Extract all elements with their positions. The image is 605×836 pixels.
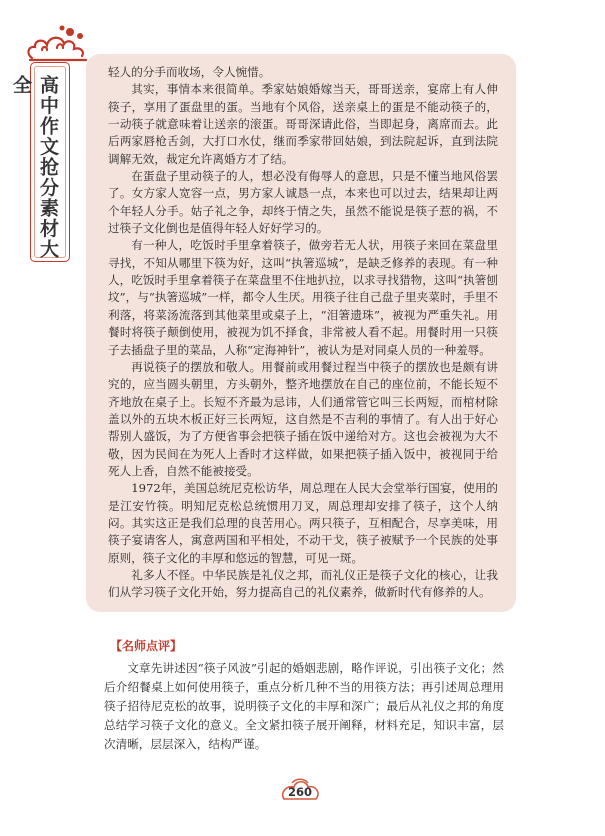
side-banner <box>10 62 70 262</box>
teacher-commentary <box>104 637 504 754</box>
article-paragraph: 轻人的分手而收场，令人惋惜。 <box>108 65 271 79</box>
article-paragraph: 在蛋盘子里动筷子的人，想必没有侮辱人的意思，只是不懂当地风俗罢了。女方家人宽容一点，男方家人诚恳一点，本来也可以过去，结果却让两个年轻人分手。姑子礼之争，却终于情之失，虽然不能说是筷子惹的祸，不过筷子文化倒也是值得年轻人好好学习的。 <box>108 169 498 236</box>
commentary-text: 文章先讲述因“筷子风波”引起的婚姻悲剧，略作评说，引出筷子文化；然后介绍餐桌上如何使用筷子，重点分析几种不当的用筷方法；再引述周总理用筷子招待尼克松的故事，说明筷子文化的丰厚和深广；最后从礼仪之邦的角度总结学习筷子文化的意义。全文紧扣筷子展开阐释，材料充足，知识丰富，层次清晰，层层深入，结构严谨。 <box>104 661 504 751</box>
article-body <box>108 64 498 602</box>
article-paragraph: 1972年，美国总统尼克松访华，周总理在人民大会堂举行国宴，使用的是江安竹筷。明知尼克松总统惯用刀叉，周总理却安排了筷子，这个人纳闷。其实这正是我们总理的良苦用心。两只筷子，互相配合，尽享美味，用筷子宴请客人，寓意两国和平相处，不动干戈，筷子被赋予一个民族的处事原则，筷子文化的丰厚和悠远的智慧，可见一斑。 <box>108 481 498 565</box>
commentary-label: 【名师点评】 <box>110 639 183 653</box>
page-number-badge <box>278 777 322 807</box>
article-paragraph: 再说筷子的摆放和敬人。用餐前或用餐过程当中筷子的摆放也是颇有讲究的，应当圆头朝里，方头朝外，整齐地摆放在自己的座位前，不能长短不齐地放在桌子上。长短不齐最为忌讳，人们通常管它叫三长两短，而棺材除盖以外的五块木板正好三长两短，这自然是不吉利的事情了。有人出于好心帮别人盛饭，为了方便省事会把筷子插在饭中递给对方。这也会被视为大不敬，因为民间在为死人上香时才这样做，如果把筷子插入饭中，被视同于给死人上香，自然不能被接受。 <box>108 359 498 478</box>
article-paragraph: 礼多人不怪。中华民族是礼仪之邦，而礼仪正是筷子文化的核心，让我们从学习筷子文化开始，努力提高自己的礼仪素养，做新时代有修养的人。 <box>108 567 498 600</box>
article-paragraph: 其实，事情本来很简单。季家姑娘婚嫁当天，哥哥送亲，宴席上有人伸筷子，享用了蛋盘里的蛋。当地有个风俗，送亲桌上的蛋是不能动筷子的，一动筷子就意味着让送亲的滚蛋。哥哥深请此俗，当即起身，离席而去。此后两家唇枪舌剑，大打口水仗，继而季家带回姑娘，到法院起诉，直到法院调解无效，裁定允许离婚方才了结。 <box>108 82 498 166</box>
article-paragraph: 有一种人，吃饭时手里拿着筷子，做旁若无人状，用筷子来回在菜盘里寻找，不知从哪里下筷为好，这叫“执箸巡城”，是缺乏修养的表现。有一种人，吃饭时手里拿着筷子在菜盘里不住地扒拉，以求寻找猎物，这叫“执箸刨坟”，与“执箸巡城”一样，都令人生厌。用筷子往自己盘子里夹菜时，手里不利落，将菜汤流落到其他菜里或桌子上，“泪箸遗珠”，被视为严重失礼。用餐时将筷子颠倒使用，被视为饥不择食，非常被人看不起。用餐时用一只筷子去插盘子里的菜品，人称“定海神针”，被认为是对同桌人员的一种羞辱。 <box>108 238 498 357</box>
book-title: 高中作文抢分素材大全 <box>10 75 59 260</box>
cloud-ornament-icon <box>22 20 94 64</box>
commentary-label-text: 名师点评 <box>122 639 171 653</box>
page-number: 260 <box>287 785 312 799</box>
